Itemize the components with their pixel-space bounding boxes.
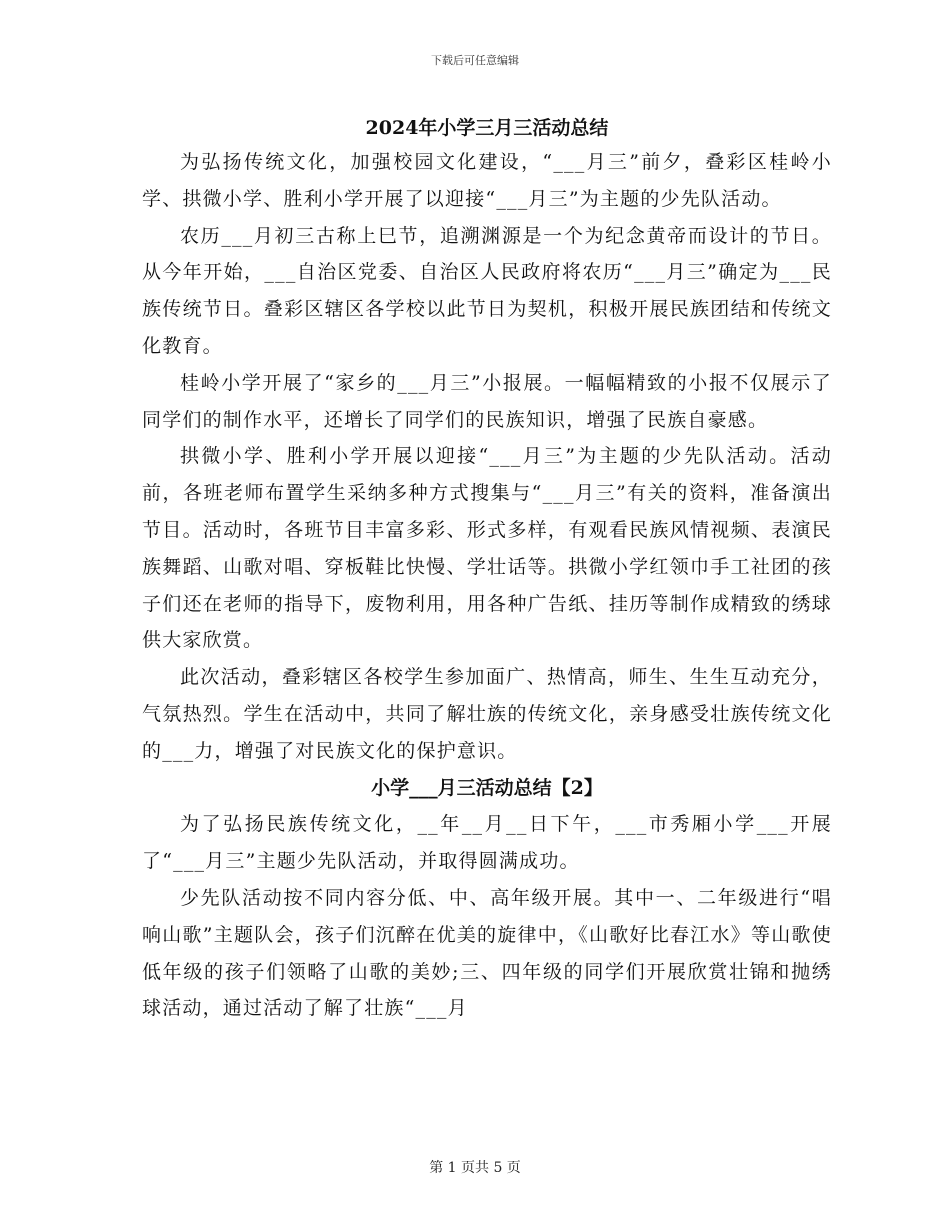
paragraph-2: 农历___月初三古称上巳节，追溯渊源是一个为纪念黄帝而设计的节日。从今年开始，___自治区党委、自治区人民政府将农历“___月三”确定为___民族传统节日。叠彩区辖区各学校以此节日为契机，积极开展民族团结和传统文化教育。	[142, 224, 832, 357]
document-title: 2024年小学三月三活动总结	[365, 117, 609, 139]
page-header: 下载后可任意编辑	[431, 54, 519, 67]
paragraph-3: 桂岭小学开展了“家乡的___月三”小报展。一幅幅精致的小报不仅展示了同学们的制作水平，还增长了同学们的民族知识，增强了民族自豪感。	[142, 371, 832, 431]
section-2-title: 小学___月三活动总结【2】	[371, 776, 603, 799]
section-2-paragraph-2: 少先队活动按不同内容分低、中、高年级开展。其中一、二年级进行“唱响山歌”主题队会，孩子们沉醉在优美的旋律中，《山歌好比春江水》等山歌使低年级的孩子们领略了山歌的美妙;三、四年级的同学们开展欣赏壮锦和抛绣球活动，通过活动了解了壮族“___月	[142, 886, 832, 1020]
section-2-paragraph-1: 为了弘扬民族传统文化，__年__月__日下午，___市秀厢小学___开展了“___月三”主题少先队活动，并取得圆满成功。	[142, 813, 832, 873]
paragraph-1: 为弘扬传统文化，加强校园文化建设，“___月三”前夕，叠彩区桂岭小学、拱微小学、胜利小学开展了以迎接“___月三”为主题的少先队活动。	[142, 151, 832, 210]
paragraph-4: 拱微小学、胜利小学开展以迎接“___月三”为主题的少先队活动。活动前，各班老师布置学生采纳多种方式搜集与“___月三”有关的资料，准备演出节目。活动时，各班节目丰富多彩、形式多样，有观看民族风情视频、表演民族舞蹈、山歌对唱、穿板鞋比快慢、学壮话等。拱微小学红领巾手工社团的孩子们还在老师的指导下，废物利用，用各种广告纸、挂历等制作成精致的绣球供大家欣赏。	[142, 445, 832, 652]
page-footer: 第 1 页共 5 页	[429, 1160, 521, 1176]
paragraph-5: 此次活动，叠彩辖区各校学生参加面广、热情高，师生、生生互动充分，气氛热烈。学生在活动中，共同了解壮族的传统文化，亲身感受壮族传统文化的___力，增强了对民族文化的保护意识。	[142, 666, 832, 762]
document-body	[142, 112, 832, 1027]
